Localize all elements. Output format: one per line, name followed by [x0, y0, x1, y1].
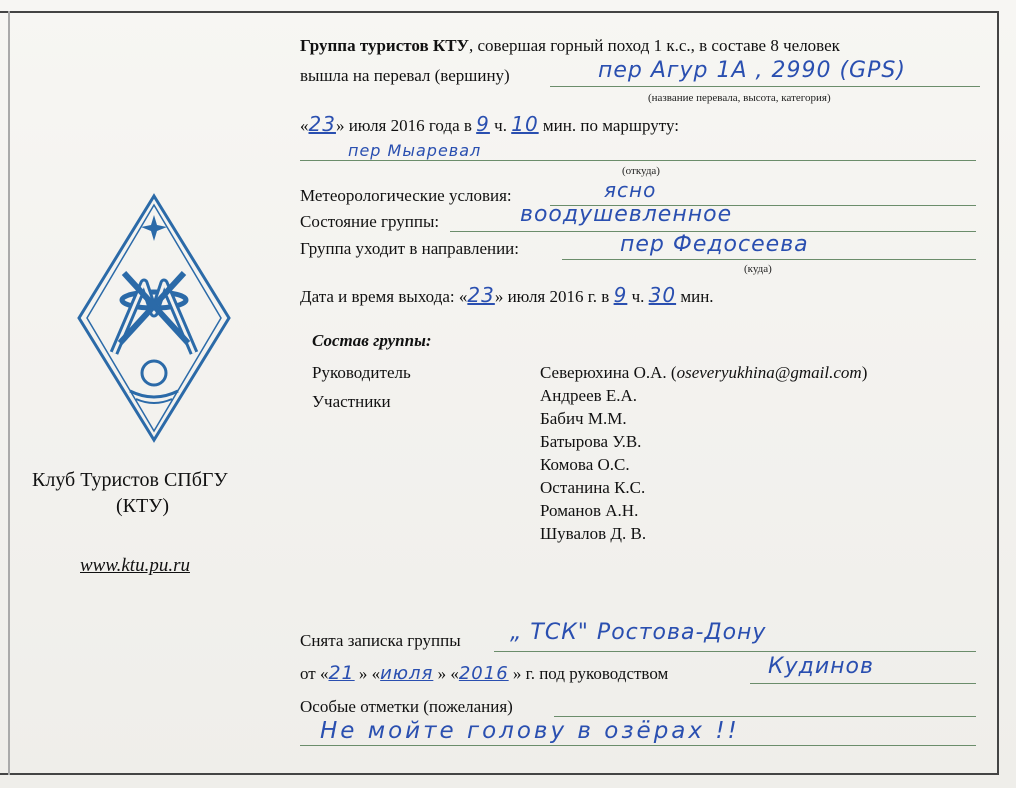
frame-bottom: [0, 773, 999, 775]
taken-leader-value: Кудинов: [768, 654, 874, 679]
member-7: Шувалов Д. В.: [540, 524, 647, 543]
weather-value: ясно: [604, 178, 657, 202]
dep-day: 23: [467, 283, 495, 307]
notes-value: Не мойте голову в озёрах !!: [320, 718, 740, 744]
frame-top: [0, 11, 998, 13]
group-name: Группа туристов КТУ: [300, 36, 470, 55]
date-minute: 10: [511, 112, 539, 136]
direction-value: пер Федосеева: [620, 232, 809, 257]
taken-leader-underline: [750, 683, 976, 684]
to-hint: (куда): [744, 263, 772, 275]
route-underline: [300, 160, 976, 161]
taken-underline: [494, 651, 976, 652]
members-label: Участники: [312, 392, 391, 411]
club-logo-icon: [74, 193, 234, 443]
direction-underline: [562, 259, 976, 260]
weather-label: Метеорологические условия:: [300, 186, 512, 205]
member-1: Андреев Е.А.: [540, 386, 638, 405]
state-label: Состояние группы:: [300, 212, 440, 231]
from-hint: (откуда): [622, 165, 660, 177]
member-5: Останина К.С.: [540, 478, 646, 497]
member-4: Комова О.С.: [540, 455, 630, 474]
club-abbrev: (КТУ): [116, 495, 170, 517]
pass-value: пер Агур 1А , 2990 (GPS): [598, 58, 906, 83]
frame-left: [8, 11, 10, 775]
leader-email: oseveryukhina@gmail.com: [676, 363, 862, 382]
frame-right: [997, 11, 999, 775]
date-line: «23» июля 2016 года в 9 ч. 10 мин. по маршруту:: [300, 112, 679, 136]
leader-label: Руководитель: [312, 363, 411, 382]
date-hour: 9: [476, 112, 490, 136]
departure-line: Дата и время выхода: «23» июля 2016 г. в 9 ч. 30 мин.: [300, 283, 714, 307]
date-day: 23: [308, 112, 336, 136]
state-value: воодушевленное: [520, 202, 733, 227]
taken-day: 21: [328, 662, 355, 684]
taken-year: 2016: [458, 663, 509, 684]
notes-underline-1: [554, 716, 976, 717]
pass-hint: (название перевала, высота, категория): [648, 92, 831, 104]
club-name: Клуб Туристов СПбГУ: [32, 469, 228, 491]
member-2: Бабич М.М.: [540, 409, 627, 428]
taken-month: июля: [380, 663, 434, 684]
member-6: Романов А.Н.: [540, 501, 639, 520]
intro-text: , совершая горный поход 1 к.с., в составе 8 человек: [469, 36, 840, 55]
composition-heading: Состав группы:: [312, 331, 432, 350]
taken-label: Снята записка группы: [300, 631, 461, 650]
direction-label: Группа уходит в направлении:: [300, 239, 519, 258]
member-3: Батырова У.В.: [540, 432, 642, 451]
route-from-value: пер Мыаревал: [348, 141, 482, 160]
dep-hour: 9: [613, 283, 628, 307]
pass-label: вышла на перевал (вершину): [300, 66, 510, 85]
pass-underline: [550, 86, 980, 87]
taken-date-line: от «21 » «июля » «2016 » г. под руководством: [300, 662, 669, 684]
dep-minute: 30: [648, 283, 677, 307]
notes-label: Особые отметки (пожелания): [300, 697, 513, 716]
intro-line: [300, 36, 840, 56]
taken-group-value: „ ТСК" Ростова-Дону: [510, 620, 767, 645]
club-website-link[interactable]: www.ktu.pu.ru: [80, 555, 190, 576]
notes-underline-2: [300, 745, 976, 746]
leader-name: Северюхина О.А. (oseveryukhina@gmail.com): [540, 363, 868, 382]
